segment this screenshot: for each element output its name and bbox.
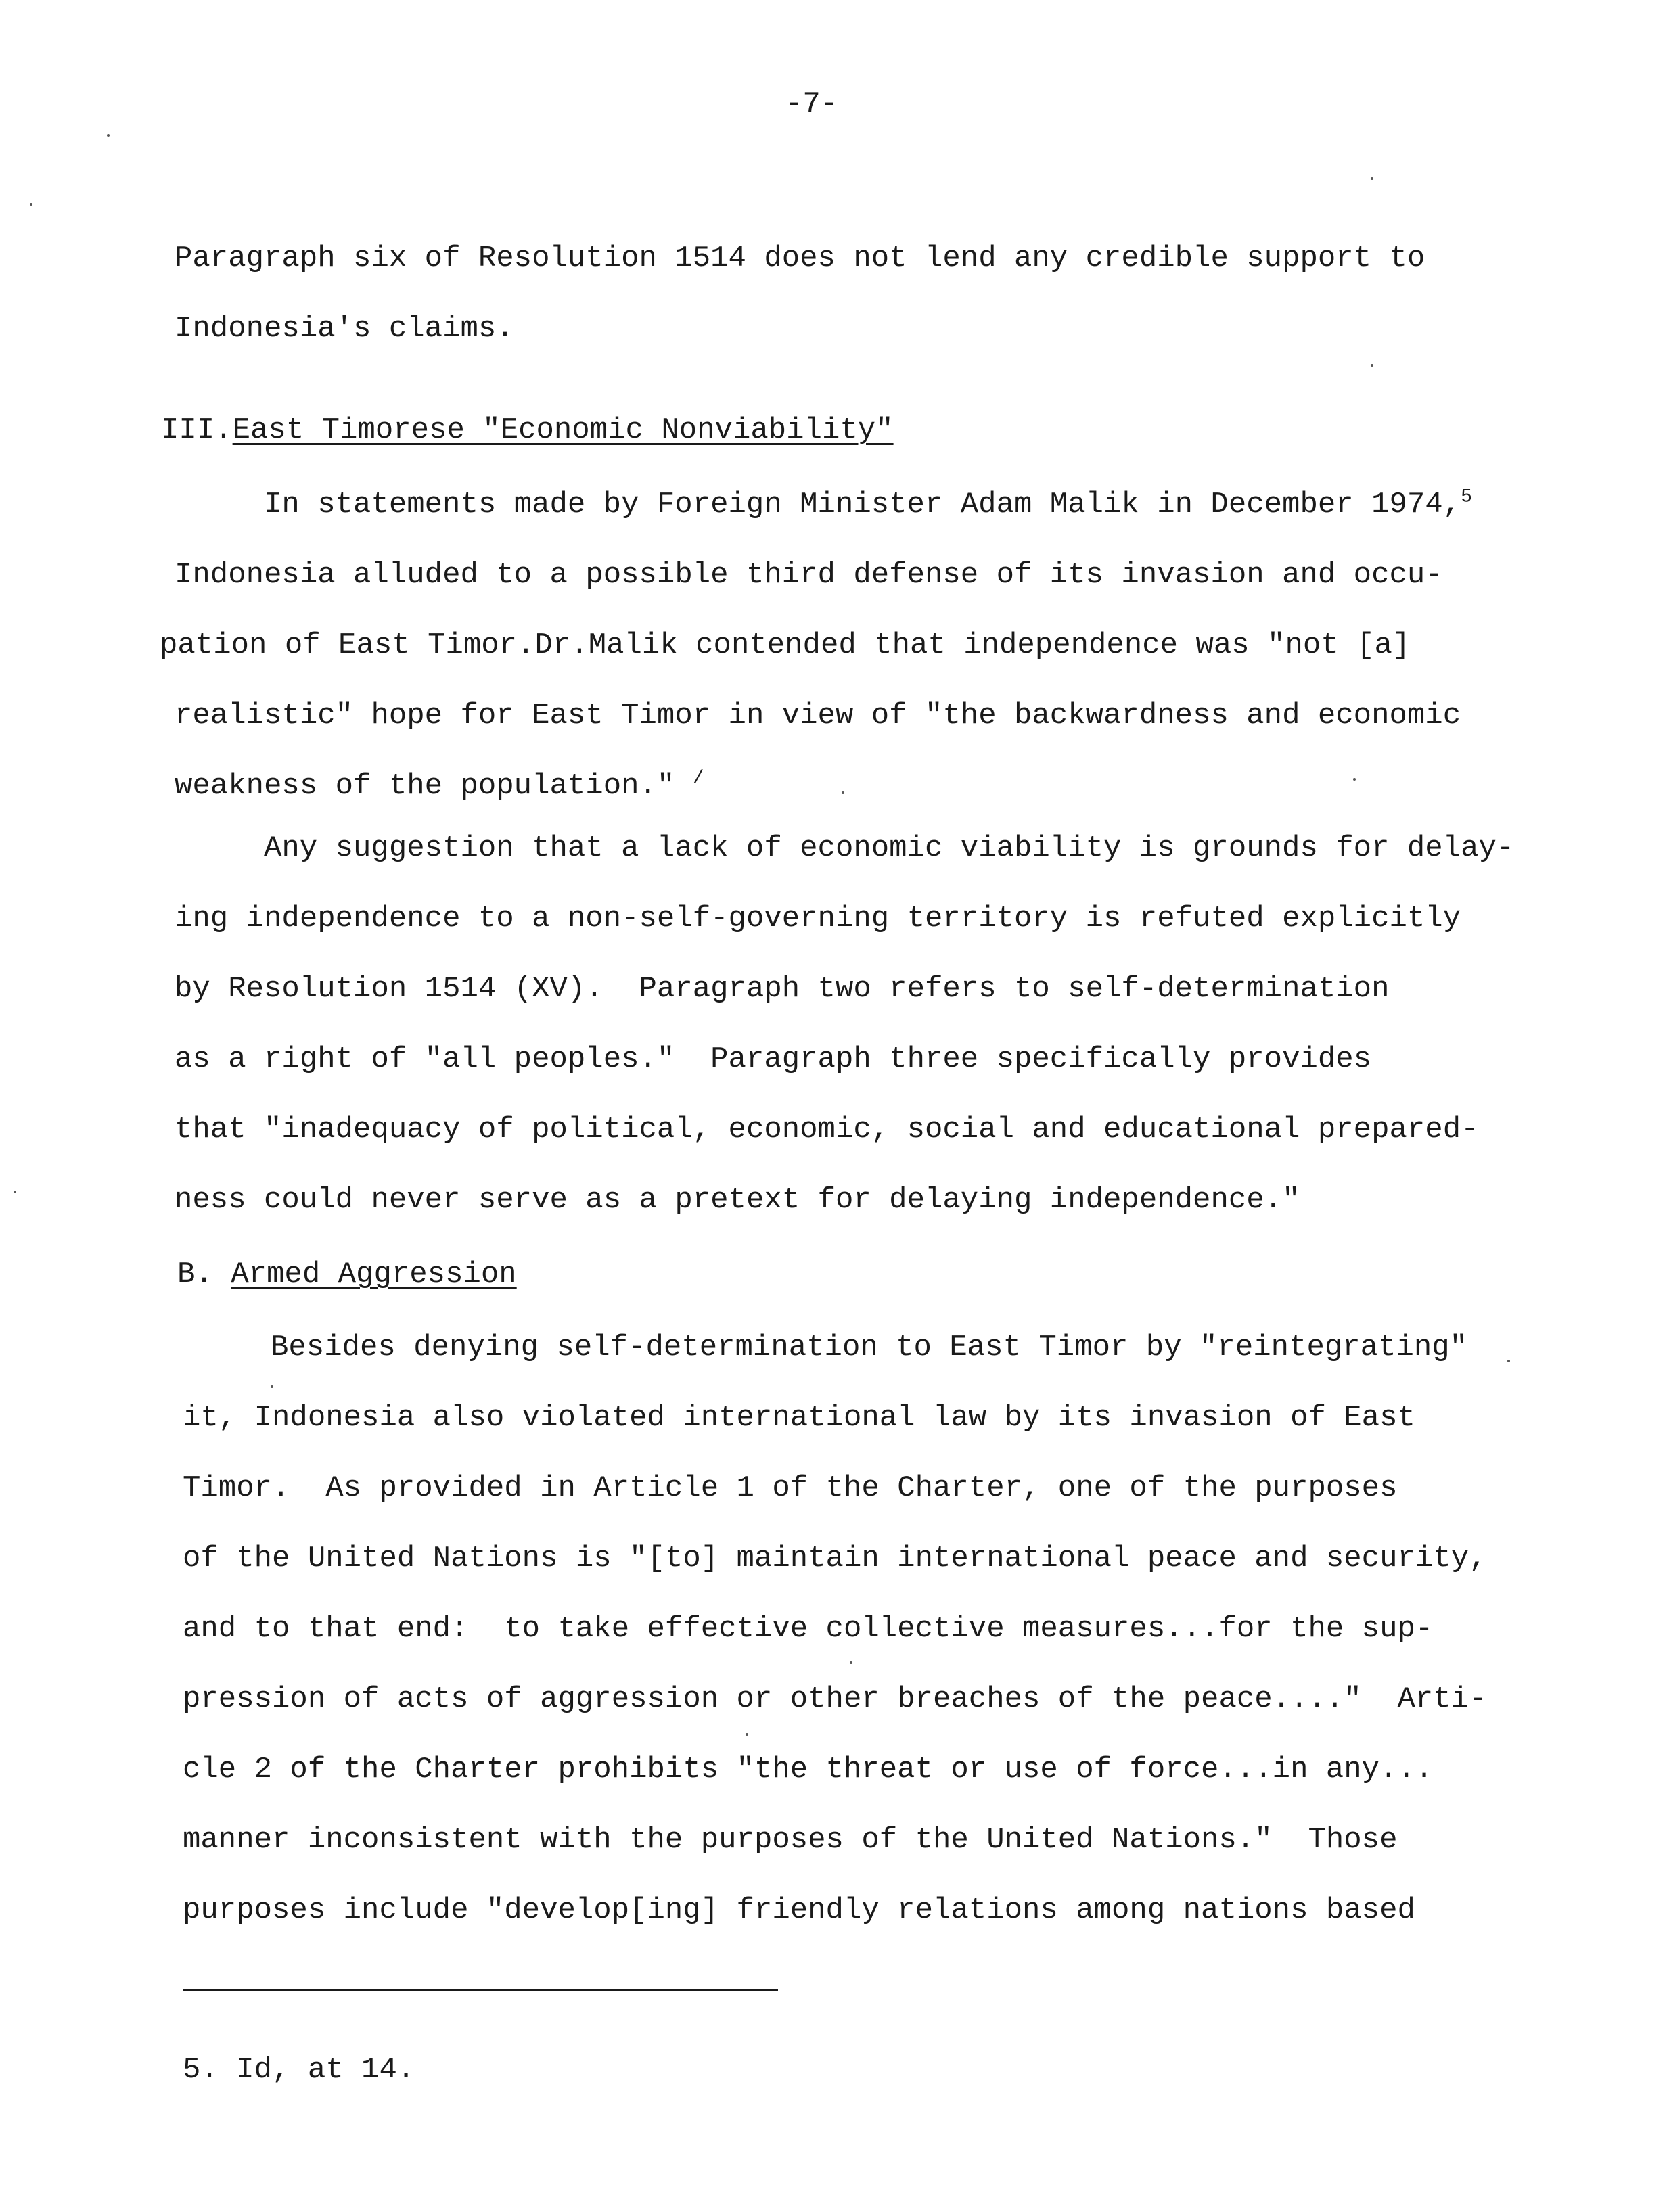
section-heading-b bbox=[177, 1257, 517, 1292]
scan-speck bbox=[1371, 177, 1373, 180]
scan-speck bbox=[271, 1385, 273, 1388]
body-line: cle 2 of the Charter prohibits "the threat or use of force...in any... bbox=[183, 1753, 1434, 1787]
scan-speck bbox=[1353, 778, 1356, 781]
body-line: by Resolution 1514 (XV). Paragraph two refers to self-determination bbox=[175, 972, 1390, 1006]
section-heading-iii bbox=[161, 413, 894, 448]
scan-speck bbox=[842, 791, 844, 794]
scan-speck bbox=[850, 1661, 852, 1664]
body-line: pression of acts of aggression or other breaches of the peace...." Arti- bbox=[183, 1682, 1487, 1716]
footnote bbox=[183, 2052, 415, 2088]
body-line: Any suggestion that a lack of economic viability is grounds for delay- bbox=[264, 831, 1515, 865]
footnote-number: 5. bbox=[183, 2053, 219, 2087]
scan-speck bbox=[107, 134, 110, 137]
body-line bbox=[175, 768, 704, 804]
scan-speck bbox=[746, 1733, 748, 1736]
body-line: it, Indonesia also violated international law by its invasion of East bbox=[183, 1401, 1415, 1435]
heading-title: Armed Aggression bbox=[231, 1258, 517, 1291]
body-line: as a right of "all peoples." Paragraph three specifically provides bbox=[175, 1042, 1372, 1076]
body-line: ness could never serve as a pretext for delaying independence." bbox=[175, 1183, 1300, 1217]
heading-prefix: III. bbox=[161, 413, 233, 447]
body-text: In statements made by Foreign Minister Adam Malik in December 1974, bbox=[264, 488, 1461, 522]
body-line: manner inconsistent with the purposes of the United Nations." Those bbox=[183, 1823, 1398, 1857]
handwritten-mark: / bbox=[692, 768, 704, 789]
body-line: of the United Nations is "[to] maintain international peace and security, bbox=[183, 1542, 1487, 1575]
body-line: purposes include "develop[ing] friendly relations among nations based bbox=[183, 1893, 1415, 1927]
footnote-reference: 5 bbox=[1461, 486, 1472, 508]
scan-speck bbox=[1371, 364, 1373, 367]
body-line: Timor. As provided in Article 1 of the Charter, one of the purposes bbox=[183, 1471, 1398, 1505]
scan-speck bbox=[1507, 1360, 1510, 1362]
page-number: -7- bbox=[785, 87, 839, 121]
body-line: Indonesia alluded to a possible third defense of its invasion and occu- bbox=[175, 558, 1443, 592]
body-line: Indonesia's claims. bbox=[175, 312, 514, 346]
body-line bbox=[264, 487, 1472, 522]
footnote-text: Id, at 14. bbox=[236, 2053, 415, 2087]
body-line: ing independence to a non-self-governing territory is refuted explicitly bbox=[175, 902, 1461, 936]
heading-prefix: B. bbox=[177, 1258, 231, 1291]
body-line: Besides denying self-determination to East Timor by "reintegrating" bbox=[271, 1331, 1468, 1364]
body-line: realistic" hope for East Timor in view of "the backwardness and economic bbox=[175, 699, 1461, 733]
scan-speck bbox=[14, 1191, 16, 1193]
body-line: and to that end: to take effective collective measures...for the sup- bbox=[183, 1612, 1434, 1646]
body-line: pation of East Timor.Dr.Malik contended that independence was "not [a] bbox=[160, 628, 1411, 662]
heading-title: East Timorese "Economic Nonviability" bbox=[232, 413, 894, 447]
footnote-divider bbox=[183, 1989, 778, 1991]
body-line: Paragraph six of Resolution 1514 does not lend any credible support to bbox=[175, 241, 1425, 275]
body-line: that "inadequacy of political, economic, social and educational prepared- bbox=[175, 1113, 1479, 1147]
body-text: weakness of the population." bbox=[175, 769, 675, 803]
scan-speck bbox=[30, 203, 32, 206]
